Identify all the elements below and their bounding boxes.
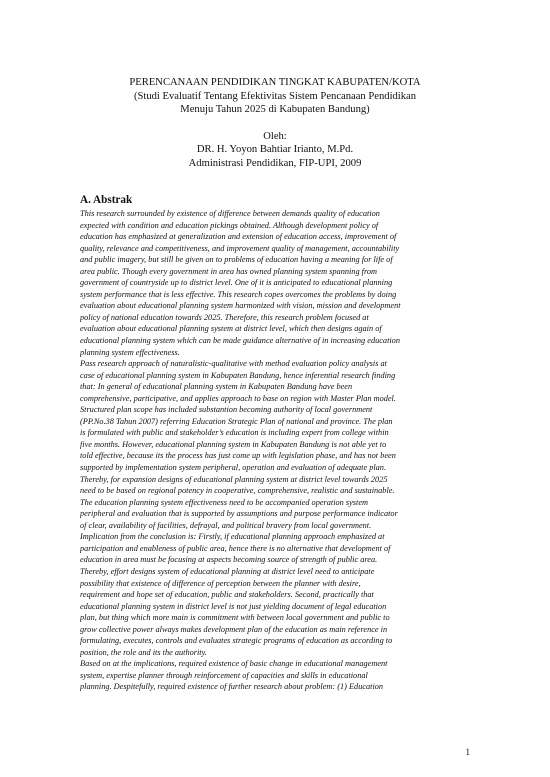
abstract-line: Thereby, for expansion designs of educational planning system at district level towards 2025 — [80, 474, 388, 484]
abstract-line: grow collective power always makes development plan of the education as main reference in — [80, 624, 388, 634]
abstract-line: supported by implementation system peripheral, operation and evaluation of adequate plan. — [80, 463, 387, 473]
author-affiliation: Administrasi Pendidikan, FIP-UPI, 2009 — [188, 157, 362, 169]
abstract-line: possibility that existence of difference of perception between the planner with desire, — [80, 578, 361, 588]
abstract-line: The education planning system effectiveness need to be accompanied operation system — [80, 497, 369, 507]
abstract-line: system, expertise planner through reinforcement of capacities and skills in educational — [80, 670, 368, 680]
page-number: 1 — [465, 747, 470, 757]
abstract-line: expected with condition and education pickings obtained. Although development policy of — [80, 220, 379, 230]
abstract-line: planning system effectiveness. — [80, 347, 180, 357]
abstract-line: Pass research approach of naturalistic-qualitative with method evaluation policy analysis at — [80, 359, 387, 369]
abstract-line: of clear, availability of facilities, defrayal, and political bravery from local government. — [80, 520, 372, 530]
abstract-line: Thereby, effort designs system of educational planning at district level need to anticipate — [80, 566, 375, 576]
abstract-line: area public. Though every government in area has owned planning system spanning from — [80, 266, 378, 276]
abstract-line: that: In general of educational planning system in Kabupaten Bandung have been — [80, 382, 353, 392]
abstract-line: Implication from the conclusion is: Firstly, if educational planning approach emphasized at — [80, 532, 385, 542]
abstract-line: This research surrounded by existence of difference between demands quality of education — [80, 209, 380, 218]
abstract-line: requirement and hope set of education, public and stakeholders. Second, practically that — [80, 590, 374, 600]
abstract-line: education in area must be focusing at aspects becoming source of strength of public area. — [80, 555, 378, 565]
abstract-line: Based on at the implications, required existence of basic change in educational management — [80, 659, 388, 669]
abstract-line: system performance that is less effective. This research copes overcomes the problems by doing — [80, 289, 397, 299]
abstract-line: is formulated with public and stakeholder’s education is including expert from college within — [80, 428, 389, 438]
abstract-line: comprehensive, participative, and applies approach to base on region with Master Plan model. — [80, 393, 396, 403]
abstract-line: policy of national education towards 2025. Therefore, this research problem focused at — [80, 312, 369, 322]
abstract-line: plan, but thing which more main is commitment with between local government and public to — [80, 613, 390, 623]
by-label: Oleh: — [263, 130, 287, 142]
abstract-line: told effective, because its the process has just come up with legislation phase, and has not been — [80, 451, 396, 461]
abstract-line: and public imagery, but still be given on to problems of education having a meaning for life of — [80, 255, 393, 265]
abstract-line: position, the role and its the authority. — [80, 647, 207, 657]
abstract-line: peripheral and evaluation that is supported by assumptions and purpose performance indicator — [80, 509, 398, 519]
abstract-line: government of countryside up to district level. One of it is anticipated to educational planning — [80, 278, 393, 288]
abstract-body — [80, 208, 472, 693]
abstract-line: formulating, executes, controls and evaluates strategic programs of education as according to — [80, 636, 393, 646]
paper-title: PERENCANAAN PENDIDIKAN TINGKAT KABUPATEN/KOTA — [129, 77, 421, 88]
abstract-line: educational planning system in district level is not just yielding document of legal education — [80, 601, 387, 611]
abstract-line: (PP.No.38 Tahun 2007) referring Education Strategic Plan of national and province. The plan — [80, 416, 393, 426]
paper-subtitle-line-1: (Studi Evaluatif Tentang Efektivitas Sistem Pencanaan Pendidikan — [133, 90, 417, 102]
abstract-line: five months. However, educational planning system in Kabupaten Bandung is not able yet to — [80, 439, 387, 449]
abstract-line: education has emphasized at generalization and extension of education access, improvement of — [80, 232, 397, 242]
section-heading-abstract: A. Abstrak — [80, 194, 133, 206]
abstract-line: case of educational planning system in Kabupaten Bandung, hence inferential research finding — [80, 370, 396, 380]
paper-subtitle-line-2: Menuju Tahun 2025 di Kabupaten Bandung) — [180, 104, 370, 116]
abstract-line: need to be based on regional potency in cooperative, comprehensive, realistic and sustainable. — [80, 486, 395, 496]
abstract-line: educational planning system which can be made guidance alternative of in increasing education — [80, 336, 400, 346]
abstract-line: participation and enableness of public area, hence there is no alternative that development of — [80, 543, 391, 553]
abstract-line: quality, relevance and competitiveness, and improvement quality of management, accountability — [80, 243, 400, 253]
abstract-line: evaluation about educational planning system at district level, which then designs again of — [80, 324, 382, 334]
abstract-line: Structured plan scope has included substantion becoming authority of local government — [80, 405, 373, 415]
author-name: DR. H. Yoyon Bahtiar Irianto, M.Pd. — [196, 144, 354, 156]
abstract-line: evaluation about educational planning system harmonized with vision, mission and development — [80, 301, 401, 311]
title-block — [60, 76, 490, 171]
abstract-line: planning. Despitefully, required existence of further research about problem: (1) Education — [80, 682, 384, 692]
